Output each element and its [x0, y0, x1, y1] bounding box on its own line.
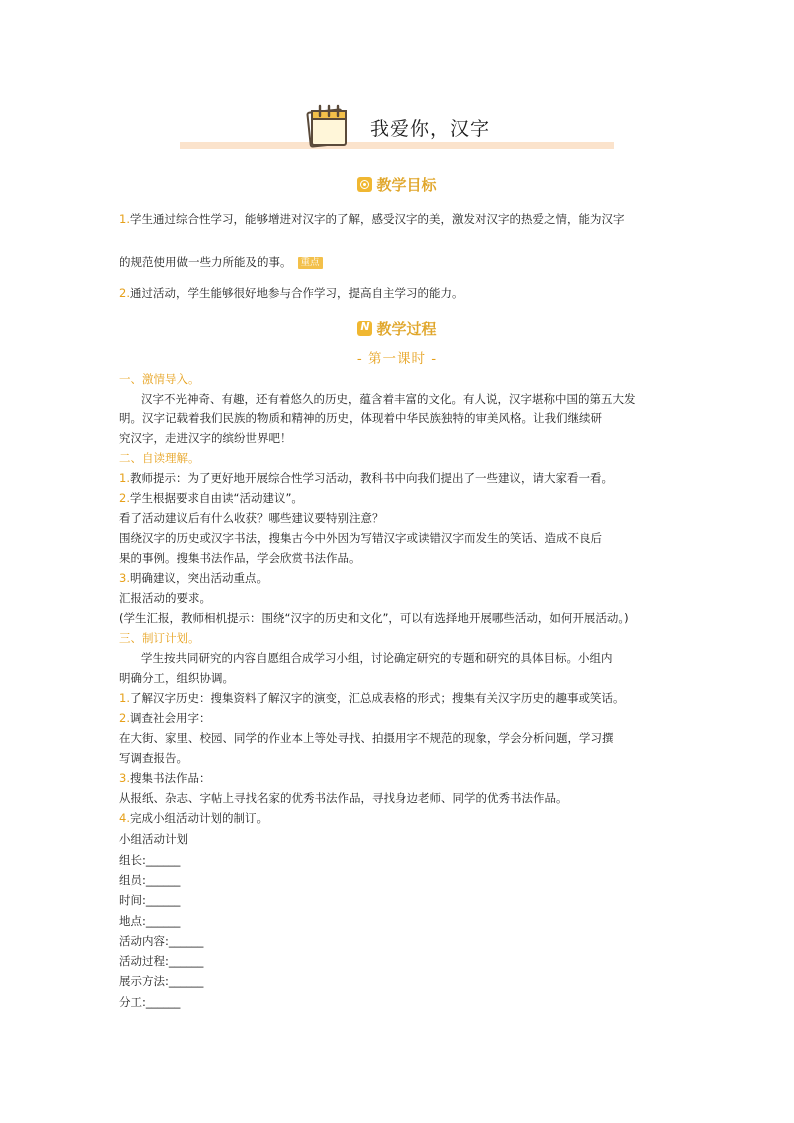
plan-title: 小组活动计划 [119, 832, 188, 846]
key-point-badge: 重点 [298, 257, 323, 269]
plan-field: 活动过程:______ [119, 954, 204, 968]
goal-item-1-line-2: 的规范使用做一些力所能及的事。 重点 [119, 255, 323, 269]
section-3-heading: 三、制订计划。 [119, 631, 200, 645]
section-2-item-3: 3.明确建议，突出活动重点。 [119, 571, 268, 585]
section-3-item-3-detail: 从报纸、杂志、字帖上寻找名家的优秀书法作品，寻找身边老师、同学的优秀书法作品。 [119, 791, 568, 805]
process-icon [357, 321, 372, 336]
target-icon [357, 177, 372, 192]
section-3-item-2-detail-2: 写调查报告。 [119, 751, 188, 765]
process-heading: N教学过程 [0, 318, 794, 339]
section-2-answer-2: 果的事例。搜集书法作品，学会欣赏书法作品。 [119, 551, 361, 565]
section-2-item-1: 1.教师提示：为了更好地开展综合性学习活动，教科书中向我们提出了一些建议，请大家看一看。 [119, 471, 613, 485]
goals-heading: 教学目标 [0, 174, 794, 195]
section-3-item-2-detail-1: 在大街、家里、校园、同学的作业本上等处寻找、拍摄用字不规范的现象，学会分析问题，学习撰 [119, 731, 614, 745]
page-title: 我爱你，汉字 [370, 118, 491, 140]
plan-field: 活动内容:______ [119, 934, 204, 948]
section-3-item-3: 3.搜集书法作品： [119, 771, 211, 785]
plan-field: 时间:______ [119, 893, 181, 907]
section-1-paragraph-1: 汉字不光神奇、有趣，还有着悠久的历史，蕴含着丰富的文化。有人说，汉字堪称中国的第五大发 [141, 392, 636, 406]
section-3-item-2: 2.调查社会用字： [119, 711, 211, 725]
plan-field: 地点:______ [119, 914, 181, 928]
header-bar [180, 142, 614, 149]
plan-field: 组长:______ [119, 853, 181, 867]
section-3-item-1: 1.了解汉字历史：搜集资料了解汉字的演变，汇总成表格的形式；搜集有关汉字历史的趣事或笑话。 [119, 691, 625, 705]
section-3-paragraph-1: 学生按共同研究的内容自愿组合成学习小组，讨论确定研究的专题和研究的具体目标。小组内 [141, 651, 613, 665]
lesson-label: - 第一课时 - [356, 351, 438, 367]
section-3-item-4: 4.完成小组活动计划的制订。 [119, 811, 268, 825]
section-1-paragraph-3: 究汉字，走进汉字的缤纷世界吧！ [119, 431, 292, 445]
section-1-paragraph-2: 明。汉字记载着我们民族的物质和精神的历史，体现着中华民族独特的审美风格。让我们继续研 [119, 411, 602, 425]
plan-field: 组员:______ [119, 873, 181, 887]
section-1-heading: 一、激情导入。 [119, 372, 200, 386]
goal-item-2: 2.通过活动，学生能够很好地参与合作学习，提高自主学习的能力。 [119, 286, 464, 300]
goal-item-1-line-1: 1.学生通过综合性学习，能够增进对汉字的了解，感受汉字的美，激发对汉字的热爱之情，能为汉字 [119, 212, 625, 226]
plan-field: 分工:______ [119, 995, 181, 1009]
notebook-icon [304, 102, 352, 150]
section-2-report: 汇报活动的要求。 [119, 591, 211, 605]
section-2-question: 看了活动建议后有什么收获？哪些建议要特别注意？ [119, 511, 384, 525]
section-2-item-2: 2.学生根据要求自由读“活动建议”。 [119, 491, 303, 505]
section-2-note: (学生汇报，教师相机提示：围绕“汉字的历史和文化”，可以有选择地开展哪些活动，如何开展活动。) [119, 611, 629, 625]
page-header [180, 100, 614, 150]
plan-field: 展示方法:______ [119, 974, 204, 988]
section-2-heading: 二、自读理解。 [119, 451, 200, 465]
section-2-answer-1: 围绕汉字的历史或汉字书法，搜集古今中外因为写错汉字或读错汉字而发生的笑话、造成不良后 [119, 531, 602, 545]
section-3-paragraph-2: 明确分工，组织协调。 [119, 671, 234, 685]
